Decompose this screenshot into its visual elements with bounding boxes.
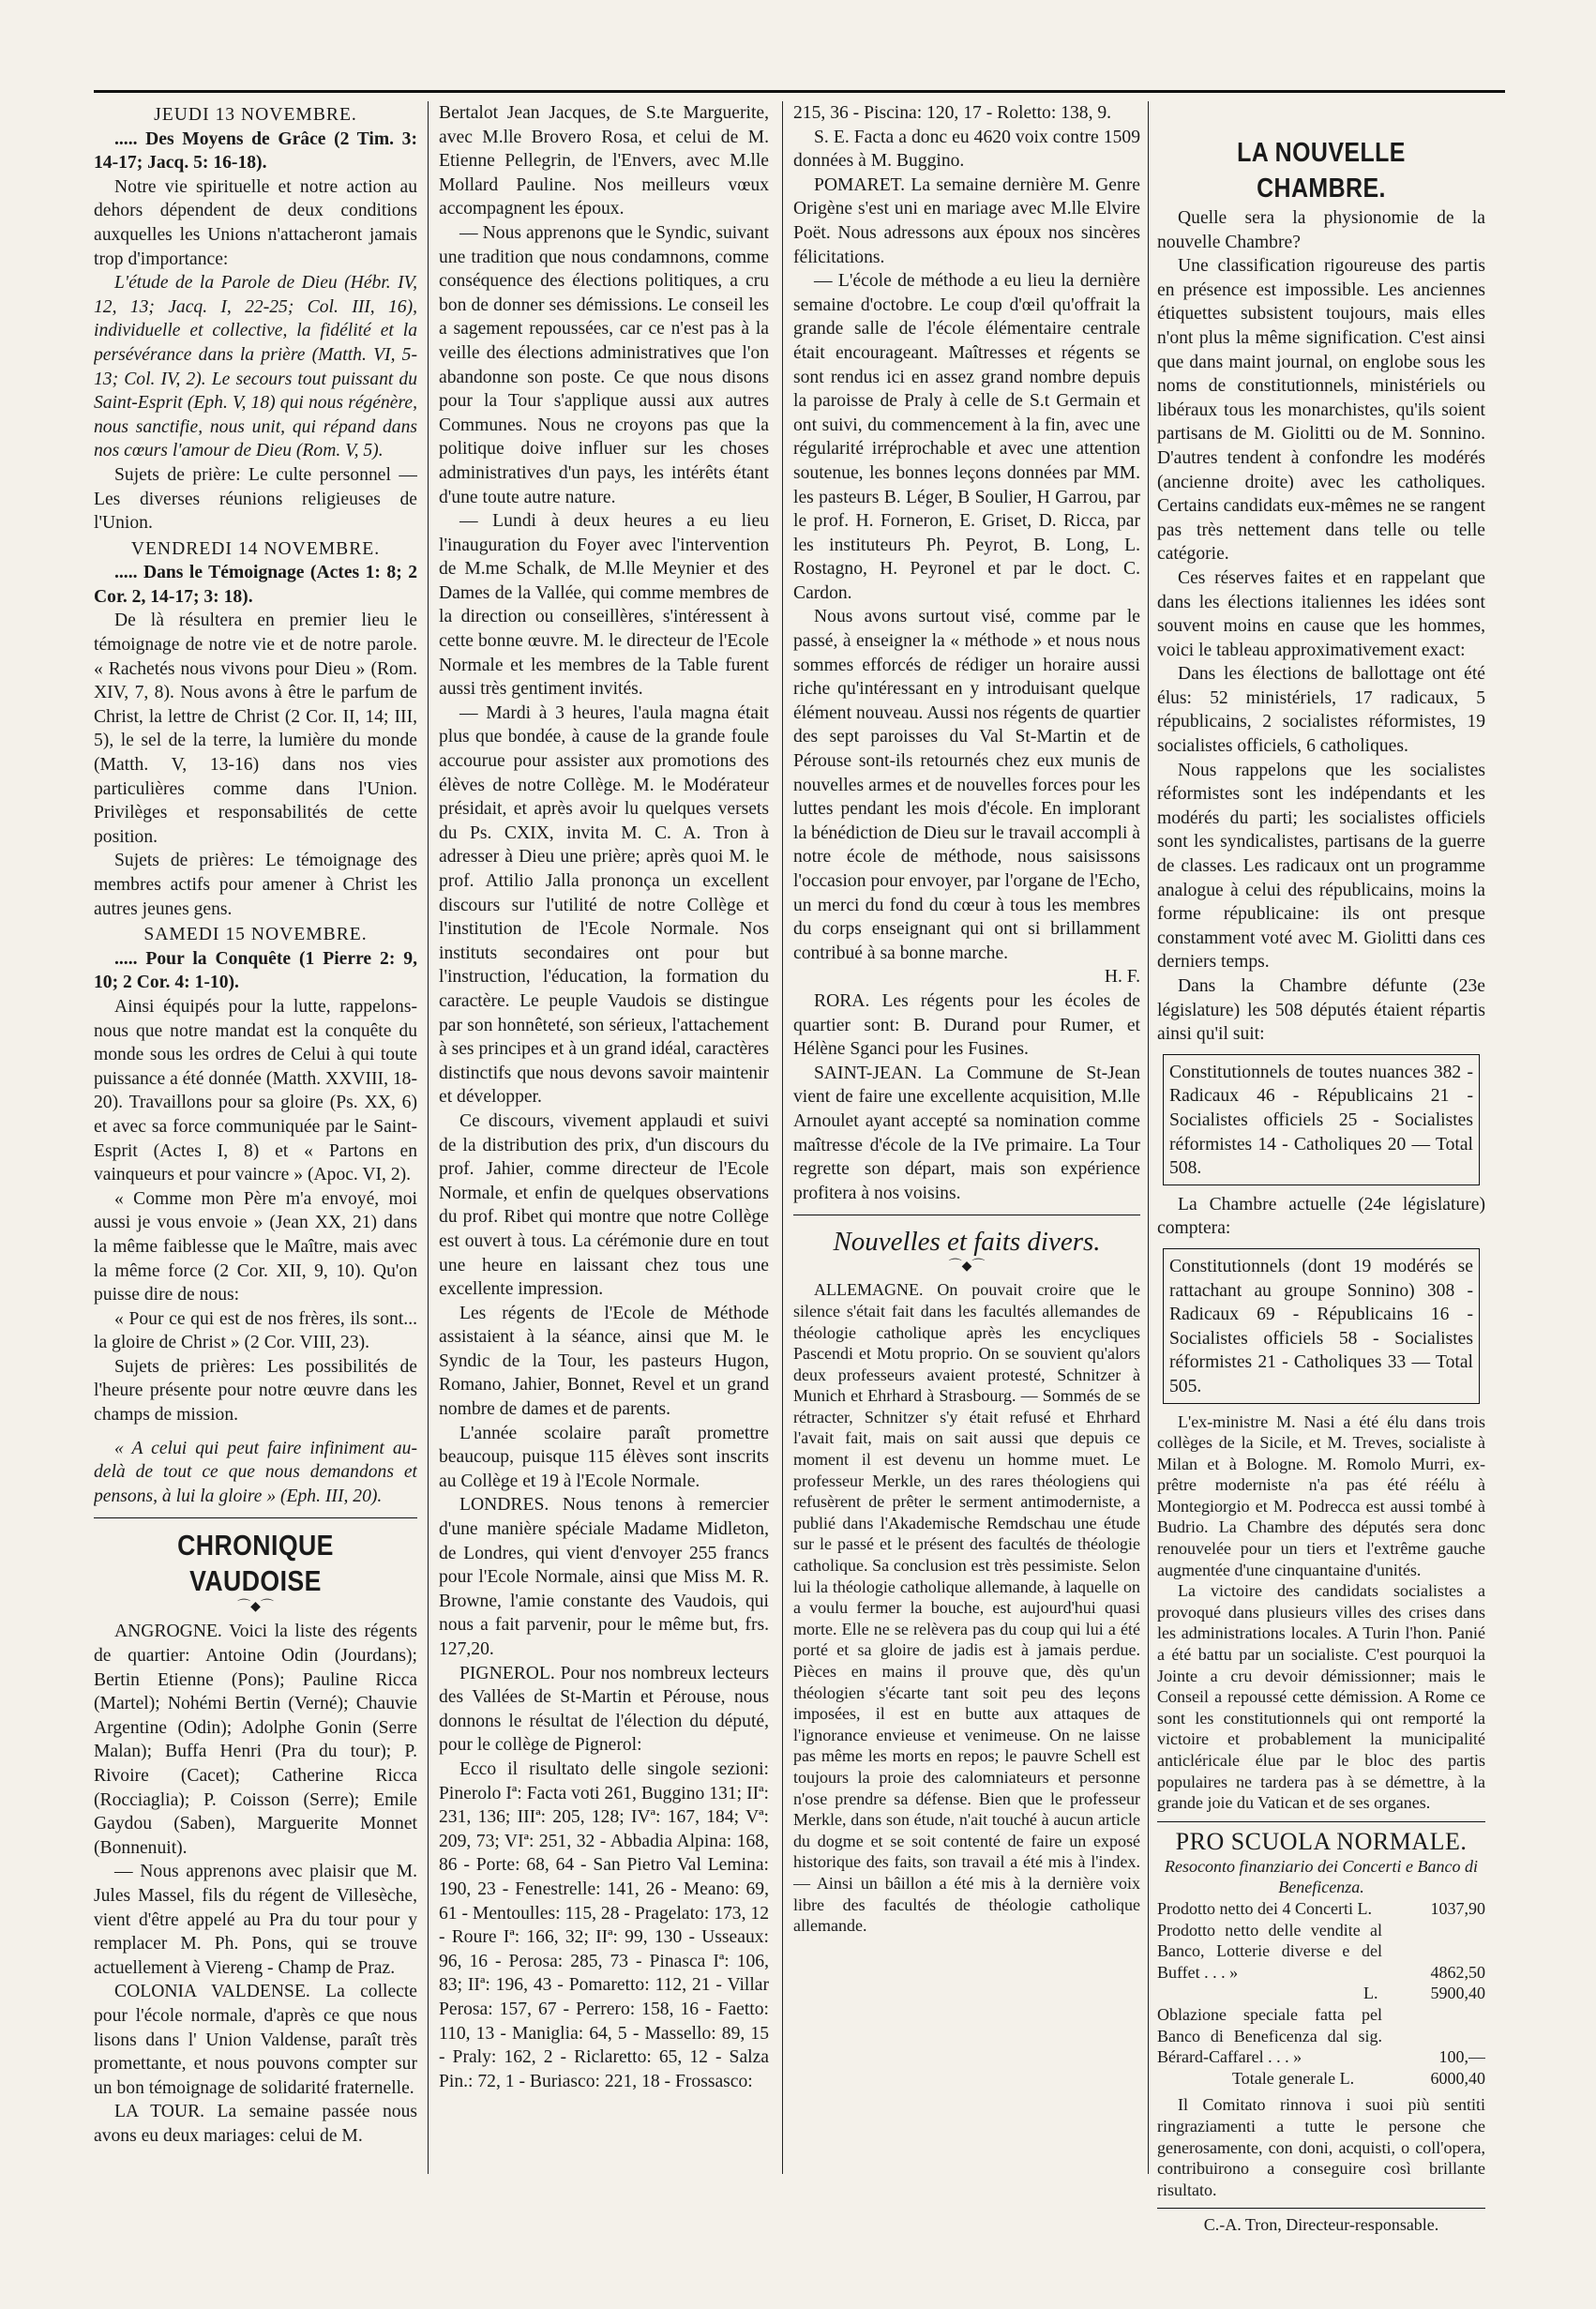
paragraph: L'ex-ministre M. Nasi a été élu dans trois collèges de la Sicile, et M. Treves, socialiste à Milan et à Bologne. M. Romolo Murri, ex-prêtre moderniste n'a pas été réélu à Montegiorgio et M. Podrecca est aussi tombé à Budrio. La Chambre des députés sera donc renouvelée pour un tiers et l'extrême gauche augmentée d'une cinquantaine d'unités. — [1157, 1411, 1485, 1579]
paragraph: Il Comitato rinnova i suoi più sentiti ringraziamenti a tutte le persone che generosamente, con doni, acquisti, o coll'opera, contribuirono a conseguire così brillante risultato. — [1157, 2095, 1485, 2199]
section-title: PRO SCUOLA NORMALE. — [1175, 1827, 1468, 1855]
paragraph: Quelle sera la physionomie de la nouvelle Chambre? — [1157, 208, 1485, 252]
column-4 — [1157, 101, 1485, 2236]
paragraph: Ainsi équipés pour la lutte, rappelons-nous que notre mandat est la conquête du monde sous les ordres de Celui à qui toute puissance a été donnée (Matth. XXVIII, 18-20). Travaillons pour sa gloire (Ps. XX, 6) et avec sa force communiquée par le Saint-Esprit (Actes I, 8) et « Partons en vainqueurs et pour vaincre » (Apoc. VI, 2). — [94, 996, 417, 1185]
day-theme: ..... Des Moyens de Grâce (2 Tim. 3: 14-17; Jacq. 5: 16-18). — [94, 128, 417, 174]
paragraph: LA TOUR. La semaine passée nous avons eu deux mariages: celui de M. — [94, 2102, 417, 2146]
finance-label: L. — [1363, 1984, 1378, 2003]
paragraph: La Chambre actuelle (24e législature) comptera: — [1157, 1194, 1485, 1239]
paragraph: Bertalot Jean Jacques, de S.te Marguerite, avec M.lle Brovero Rosa, et celui de M. Etienne Pellegrin, de l'Envers, avec M.lle Mollard Pauline. Nos meilleurs vœux accompagnent les époux. — [439, 103, 769, 219]
ornament-icon: ⌒◆⌒ — [948, 1260, 986, 1275]
day-theme: ..... Dans le Témoignage (Actes 1: 8; 2 Cor. 2, 14-17; 3: 18). — [94, 563, 417, 607]
closing-quote: « A celui qui peut faire infiniment au-delà de tout ce que nous demandons et pensons, à lui la gloire » (Eph. III, 20). — [94, 1438, 417, 1506]
finance-value: 100,— — [1438, 2047, 1485, 2067]
paragraph: « Comme mon Père m'a envoyé, moi aussi je vous envoie » (Jean XX, 21) dans la même faiblesse que le Maître, mais avec la même force (2 Cor. XII, 9, 10). Qu'on puisse dire de nous: — [94, 1188, 417, 1305]
paragraph: Une classification rigoureuse des partis en présence est impossible. Les anciennes étiquettes subsistent toujours, mais elles n'ont plus la même signification. C'est ainsi que dans maint journal, on englobe sous les noms de constitutionnels, ministériels ou libéraux tous les monarchistes, qu'ils soient partisans de M. Giolitti ou de M. Sonnino. D'autres tendent à confondre les modérés (ancienne droite) avec les catholiques. Certains candidats eux-mêmes ne se rangent pas très nettement dans telle ou telle catégorie. — [1157, 256, 1485, 565]
paragraph: SAINT-JEAN. La Commune de St-Jean vient de faire une excellente acquisition, M.lle Arnoulet ayant accepté sa nomination comme maîtresse d'école de la IVe primaire. La Tour regrette son départ, mais son expérience profitera à nos voisins. — [793, 1063, 1140, 1203]
section-rule — [1157, 1821, 1485, 1822]
paragraph: Sujets de prières: Les possibilités de l'heure présente pour notre œuvre dans les champs de mission. — [94, 1356, 417, 1426]
finance-value: 4862,50 — [1430, 1962, 1485, 1982]
finance-row — [1157, 1920, 1485, 1984]
day-heading: SAMEDI 15 NOVEMBRE. — [143, 925, 368, 945]
finance-value: 1037,90 — [1430, 1898, 1485, 1918]
section-subtitle: Resoconto finanziario dei Concerti e Banco di Beneficenza. — [1165, 1856, 1478, 1897]
finance-label: Prodotto netto dei 4 Concerti L. — [1157, 1898, 1372, 1918]
footer-signature: C.-A. Tron, Directeur-responsable. — [1203, 2215, 1439, 2235]
top-rule — [94, 90, 1505, 93]
finance-row — [1157, 2004, 1485, 2068]
paragraph: S. E. Facta a donc eu 4620 voix contre 1509 données à M. Buggino. — [793, 127, 1140, 172]
seat-table-previous: Constitutionnels de toutes nuances 382 - Radicaux 46 - Républicains 21 - Socialistes officiels 25 - Socialistes réformistes 14 - Catholiques 20 — Total 508. — [1163, 1054, 1480, 1185]
column-1 — [94, 101, 417, 2149]
day-heading: JEUDI 13 NOVEMBRE. — [154, 105, 357, 125]
day-theme: ..... Pour la Conquête (1 Pierre 2: 9, 10; 2 Cor. 4: 1-10). — [94, 948, 417, 993]
paragraph: PIGNEROL. Pour nos nombreux lecteurs des Vallées de St-Martin et Pérouse, nous donnons le résultat de l'élection du député, pour le collège de Pignerol: — [439, 1663, 769, 1756]
paragraph: — L'école de méthode a eu lieu la dernière semaine d'octobre. Le coup d'œil qu'offrait la grande salle de l'école élémentaire centrale était encourageant. Maîtresses et régents se sont rendus ici en assez grand nombre depuis la paroisse de Praly à celle de S.t Germain et ont suivi, du commencement à la fin, avec une régularité irréprochable et avec une attention soutenue, les bonnes leçons données par MM. les pasteurs B. Léger, B Soulier, H Garrou, par le prof. H. Forneron, E. Griset, D. Ricca, par les instituteurs Ph. Peyrot, B. Long, L. Rostagno, H. Peyronel et par le doct. C. Cardon. — [793, 271, 1140, 603]
finance-value: 5900,40 — [1430, 1984, 1485, 2003]
paragraph: Sujets de prière: Le culte personnel — Les diverses réunions religieuses de l'Union. — [94, 464, 417, 534]
paragraph: POMARET. La semaine dernière M. Genre Origène s'est uni en mariage avec M.lle Elvire Poët. Nous adressons aux époux nos sincères félicitations. — [793, 174, 1140, 267]
finance-label: Totale generale L. — [1232, 2068, 1355, 2088]
signature: H. F. — [1104, 967, 1140, 988]
paragraph: Dans les élections de ballottage ont été élus: 52 ministériels, 17 radicaux, 5 républicains, 2 socialistes réformistes, 19 socialistes officiels, 6 catholiques. — [1157, 664, 1485, 757]
ornament-icon: ⌒◆⌒ — [237, 1600, 274, 1615]
paragraph: LONDRES. Nous tenons à remercier d'une manière spéciale Madame Midleton, de Londres, qui vient d'envoyer 255 francs pour l'Ecole Normale, ainsi que Miss M. R. Browne, l'amie constante des Vaudois, qui nous a fait parvenir, pour le même but, frs. 127,20. — [439, 1495, 769, 1659]
paragraph: L'année scolaire paraît promettre beaucoup, puisque 115 élèves sont inscrits au Collège et 19 à l'Ecole Normale. — [439, 1423, 769, 1491]
column-divider — [1148, 101, 1149, 2174]
paragraph: De là résultera en premier lieu le témoignage de notre vie et de notre parole. « Rachetés nous vivons pour Dieu » (Rom. XIV, 7, 8). Nous avons à être le parfum de Christ, la lettre de Christ (2 Cor. II, 14; III, 5), le sel de la terre, la lumière du monde (Matth. V, 13-16) dans nos vies particulières comme dans l'Union. Privilèges et responsabilités de cette position. — [94, 611, 417, 847]
paragraph: La victoire des candidats socialistes a provoqué dans plusieurs villes des crises dans les administrations locales. A Turin l'hon. Panié a été battu par un socialiste. C'est pourquoi la Jointe a cru devoir démissionner; mais le Conseil a repoussé cette démission. A Rome ce sont les constitutionnels qui ont remporté la victoire et probablement la municipalité anticléricale élue par le bloc des partis populaires ne tardera pas à se démettre, à la grande joie du Vatican et de ses organes. — [1157, 1581, 1485, 1813]
seat-table-current: Constitutionnels (dont 19 modérés se rattachant au groupe Sonnino) 308 - Radicaux 69 - Républicains 16 - Socialistes officiels 58 - Socialistes réformistes 21 - Catholiques 33 — Total 505. — [1163, 1248, 1480, 1404]
paragraph: — Nous apprenons avec plaisir que M. Jules Massel, fils du régent de Villesèche, vient d'être appelé au Pra du tour pour y remplacer M. Ph. Pons, qui se trouve actuellement à Viereng - Champ de Praz. — [94, 1862, 417, 1978]
column-2 — [439, 101, 769, 2093]
paragraph: RORA. Les régents pour les écoles de quartier sont: B. Durand pour Rumer, et Hélène Sganci pour les Fusines. — [793, 990, 1140, 1060]
paragraph: Les régents de l'Ecole de Méthode assistaient à la séance, ainsi que M. le Syndic de la Tour, les pasteurs Hugon, Romano, Jahier, Bonnet, Revel et un grand nombre de dames et de parents. — [439, 1303, 769, 1420]
paragraph: L'étude de la Parole de Dieu (Hébr. IV, 12, 13; Jacq. I, 22-25; Col. III, 16), individuelle et collective, la fidélité et la persévérance dans la prière (Matth. VI, 5-13; Col. IV, 2). Le secours tout puissant du Saint-Esprit (Eph. V, 18) qui nous régénère, nous sanctifie, nous unit, qui répand dans nos cœurs l'amour de Dieu (Rom. V, 5). — [94, 273, 417, 461]
paragraph: 215, 36 - Piscina: 120, 17 - Roletto: 138, 9. — [793, 103, 1112, 123]
paragraph: Nous avons surtout visé, comme par le passé, à enseigner la « méthode » et nous nous sommes efforcés de rédiger un horaire aussi riche qu'intéressant en y introduisant quelque élément nouveau. Aussi nos régents de quartier des sept paroisses du Val St-Martin et de Pérouse sont-ils retournés chez eux munis de nouvelles armes et de nouvelles forces pour les luttes pendant les mois d'école. En implorant la bénédiction de Dieu sur le travail accompli à notre école de méthode, nous saisissons l'occasion pour envoyer, par l'organe de l'Echo, un merci du fond du cœur à tous les membres du corps enseignant qui ont si brillamment contribué à sa bonne marche. — [793, 607, 1140, 963]
paragraph: Ces réserves faites et en rappelant que dans les élections italiennes les idées sont souvent moins en cause que les hommes, voici le tableau approximativement exact: — [1157, 567, 1485, 660]
finance-label: Oblazione speciale fatta pel Banco di Beneficenza dal sig. Bérard-Caffarel . . . » — [1157, 2004, 1382, 2067]
section-title: CHRONIQUE VAUDOISE — [177, 1529, 334, 1598]
column-divider — [782, 101, 783, 2174]
paragraph: ANGROGNE. Voici la liste des régents de quartier: Antoine Odin (Jourdans); Bertin Etienne (Pons); Pauline Ricca (Martel); Nohémi Bertin (Verné); Chauvie Argentine (Odin); Adolphe Gonin (Serre Malan); Buffa Henri (Pra du tour); P. Rivoire (Cacet); Catherine Ricca (Rocciaglia); P. Coisson (Serre); Emile Gaydou (Saben), Marguerite Monnet (Bonnenuit). — [94, 1622, 417, 1858]
section-title: LA NOUVELLE CHAMBRE. — [1237, 138, 1406, 204]
paragraph: Ce discours, vivement applaudi et suivi de la distribution des prix, d'un discours du prof. Jahier, comme directeur de l'Ecole Normale, et enfin de quelques observations du prof. Ribet qui montre que notre Collège est ouvert à tous. La cérémonie dure en tout une heure en laissant chez tous une excellente impression. — [439, 1110, 769, 1300]
paragraph: Dans la Chambre défunte (23e législature) les 508 députés étaient répartis ainsi qu'il suit: — [1157, 976, 1485, 1045]
paragraph: — Mardi à 3 heures, l'aula magna était plus que bondée, à cause de la grande foule accourue pour assister aux promotions des élèves de notre Collège. M. le Modérateur présidait, et après avoir lu quelques versets du Ps. CXIX, invita M. C. A. Tron à adresser à Dieu une prière; après quoi M. le prof. Attilio Jalla prononça un excellent discours sur l'utilité de notre Collège et l'institution de l'Ecole Normale. Nos instituts secondaires ont pour but l'instruction, l'éducation, la formation du caractère. Le peuple Vaudois se distingue par son honnêteté, son sérieux, l'attachement à ses principes et à un grand idéal, caractères distinctifs que nous devons savoir maintenir et développer. — [439, 702, 769, 1108]
column-divider — [428, 101, 429, 2174]
day-heading: VENDREDI 14 NOVEMBRE. — [130, 538, 381, 559]
paragraph: « Pour ce qui est de nos frères, ils sont... la gloire de Christ » (2 Cor. VIII, 23). — [94, 1308, 417, 1353]
finance-row — [1157, 1898, 1485, 1920]
finance-label: Prodotto netto delle vendite al Banco, Lotterie diverse e del Buffet . . . » — [1157, 1920, 1382, 1982]
paragraph: Notre vie spirituelle et notre action au dehors dépendent de deux conditions auxquelles les Unions n'attacheront jamais trop d'importance: — [94, 176, 417, 269]
finance-row — [1157, 1983, 1485, 2004]
section-rule — [1157, 2208, 1485, 2209]
finance-row — [1157, 2068, 1485, 2090]
paragraph: Nous rappelons que les socialistes réformistes sont les indépendants et les modérés du parti; les socialistes officiels sont les syndicalistes, partisans de la guerre de classes. Les radicaux ont un programme analogue à celui des républicains, moins la forme républicaine: ils ont presque constamment voté avec M. Giolitti dans ces derniers temps. — [1157, 760, 1485, 973]
paragraph: Sujets de prières: Le témoignage des membres actifs pour amener à Christ les autres jeunes gens. — [94, 851, 417, 919]
paragraph: COLONIA VALDENSE. La collecte pour l'école normale, d'après ce que nous lisons dans l' Union Valdense, paraît très promettante, et nous pouvons compter sur un bon témoignage de solidarité fraternelle. — [94, 1982, 417, 2098]
section-title: Nouvelles et faits divers. — [833, 1227, 1101, 1258]
section-rule — [94, 1517, 417, 1518]
paragraph: — Lundi à deux heures a eu lieu l'inauguration du Foyer avec l'intervention de M.me Schalk, de M.lle Meynier et des Dames de la Vallée, qui comme membres de la direction ou conseillères, s'intéressent à cette bonne œuvre. M. le directeur de l'Ecole Normale et les membres de la Table furent aussi très gentiment invités. — [439, 511, 769, 700]
finance-value: 6000,40 — [1430, 2068, 1485, 2088]
paragraph: Ecco il risultato delle singole sezioni: Pinerolo Iª: Facta voti 261, Buggino 131; IIª: 231, 136; IIIª: 205, 128; IVª: 167, 184; Vª: 209, 73; VIª: 251, 32 - Abbadia Alpina: 168, 86 - Porte: 68, 64 - San Pietro Val Lemina: 190, 23 - Fenestrelle: 141, 26 - Meano: 69, 61 - Mentoulles: 115, 28 - Pragelato: 173, 12 - Roure Iª: 166, 32; IIª: 99, 130 - Usseaux: 96, 16 - Perosa: 285, 73 - Pinasca Iª: 106, 83; IIª: 196, 43 - Pomaretto: 112, 21 - Villar Perosa: 157, 67 - Perrero: 158, 16 - Faetto: 110, 13 - Maniglia: 64, 5 - Massello: 89, 15 - Praly: 162, 2 - Riclaretto: 65, 12 - Salza Pin.: 72, 1 - Buriasco: 221, 18 - Frossasco: — [439, 1758, 769, 2091]
paragraph: — Nous apprenons que le Syndic, suivant une tradition que nous condamnons, comme conséquence des élections politiques, a cru bon de donner ses démissions. Le conseil les a sagement repoussées, car ce n'est pas à la veille des élections administratives que l'on abandonne son poste. Ce que nous disons pour la Tour s'applique aussi aux autres Communes. Nous ne croyons pas que la politique doive influer sur les choses administratives d'un pays, les intérêts étant d'une toute autre nature. — [439, 222, 769, 507]
column-3 — [793, 101, 1140, 1937]
paragraph: ALLEMAGNE. On pouvait croire que le silence s'était fait dans les facultés allemandes de théologie catholique après les encycliques Pascendi et Motu proprio. On se souvient qu'alors deux professeurs avaient protesté, Schnitzer à Munich et Ehrhard à Strasbourg. — Sommés de se rétracter, Schnitzer s'y était refusé et Ehrhard l'avait fait, mais on sait aussi que depuis ce moment il est devenu un homme muet. Le professeur Merkle, un des rares théologiens qui refusèrent de prêter le serment antimoderniste, a publié dans l'Akademische Remdschau une étude sur le passé et le présent des facultés de théologie catholique. Sa conclusion est très pessimiste. Selon lui la théologie catholique allemande, à laquelle on a voulu fermer la bouche, est aujourd'hui quasi morte. Elle ne se relèvera pas du coup qui lui a été porté et sa gloire de jadis est à jamais perdue. Pièces en mains il prouve que, dès qu'un théologien s'écarte tant soit peu des leçons imposées, il est en butte aux attaques de l'ignorance envieuse et venimeuse. On ne laisse pas même les morts en repos; le pauvre Schell est toujours la proie des calomniateurs et personne n'ose prendre sa défense. Bien que le professeur Merkle, dans son étude, n'ait touché à aucun article du dogme et se soit contenté de faire un exposé historique des faits, son travail a été mis à l'index. — Ainsi un bâillon a été mis à la dernière voix libre des facultés de théologie catholique allemande. — [793, 1280, 1140, 1936]
